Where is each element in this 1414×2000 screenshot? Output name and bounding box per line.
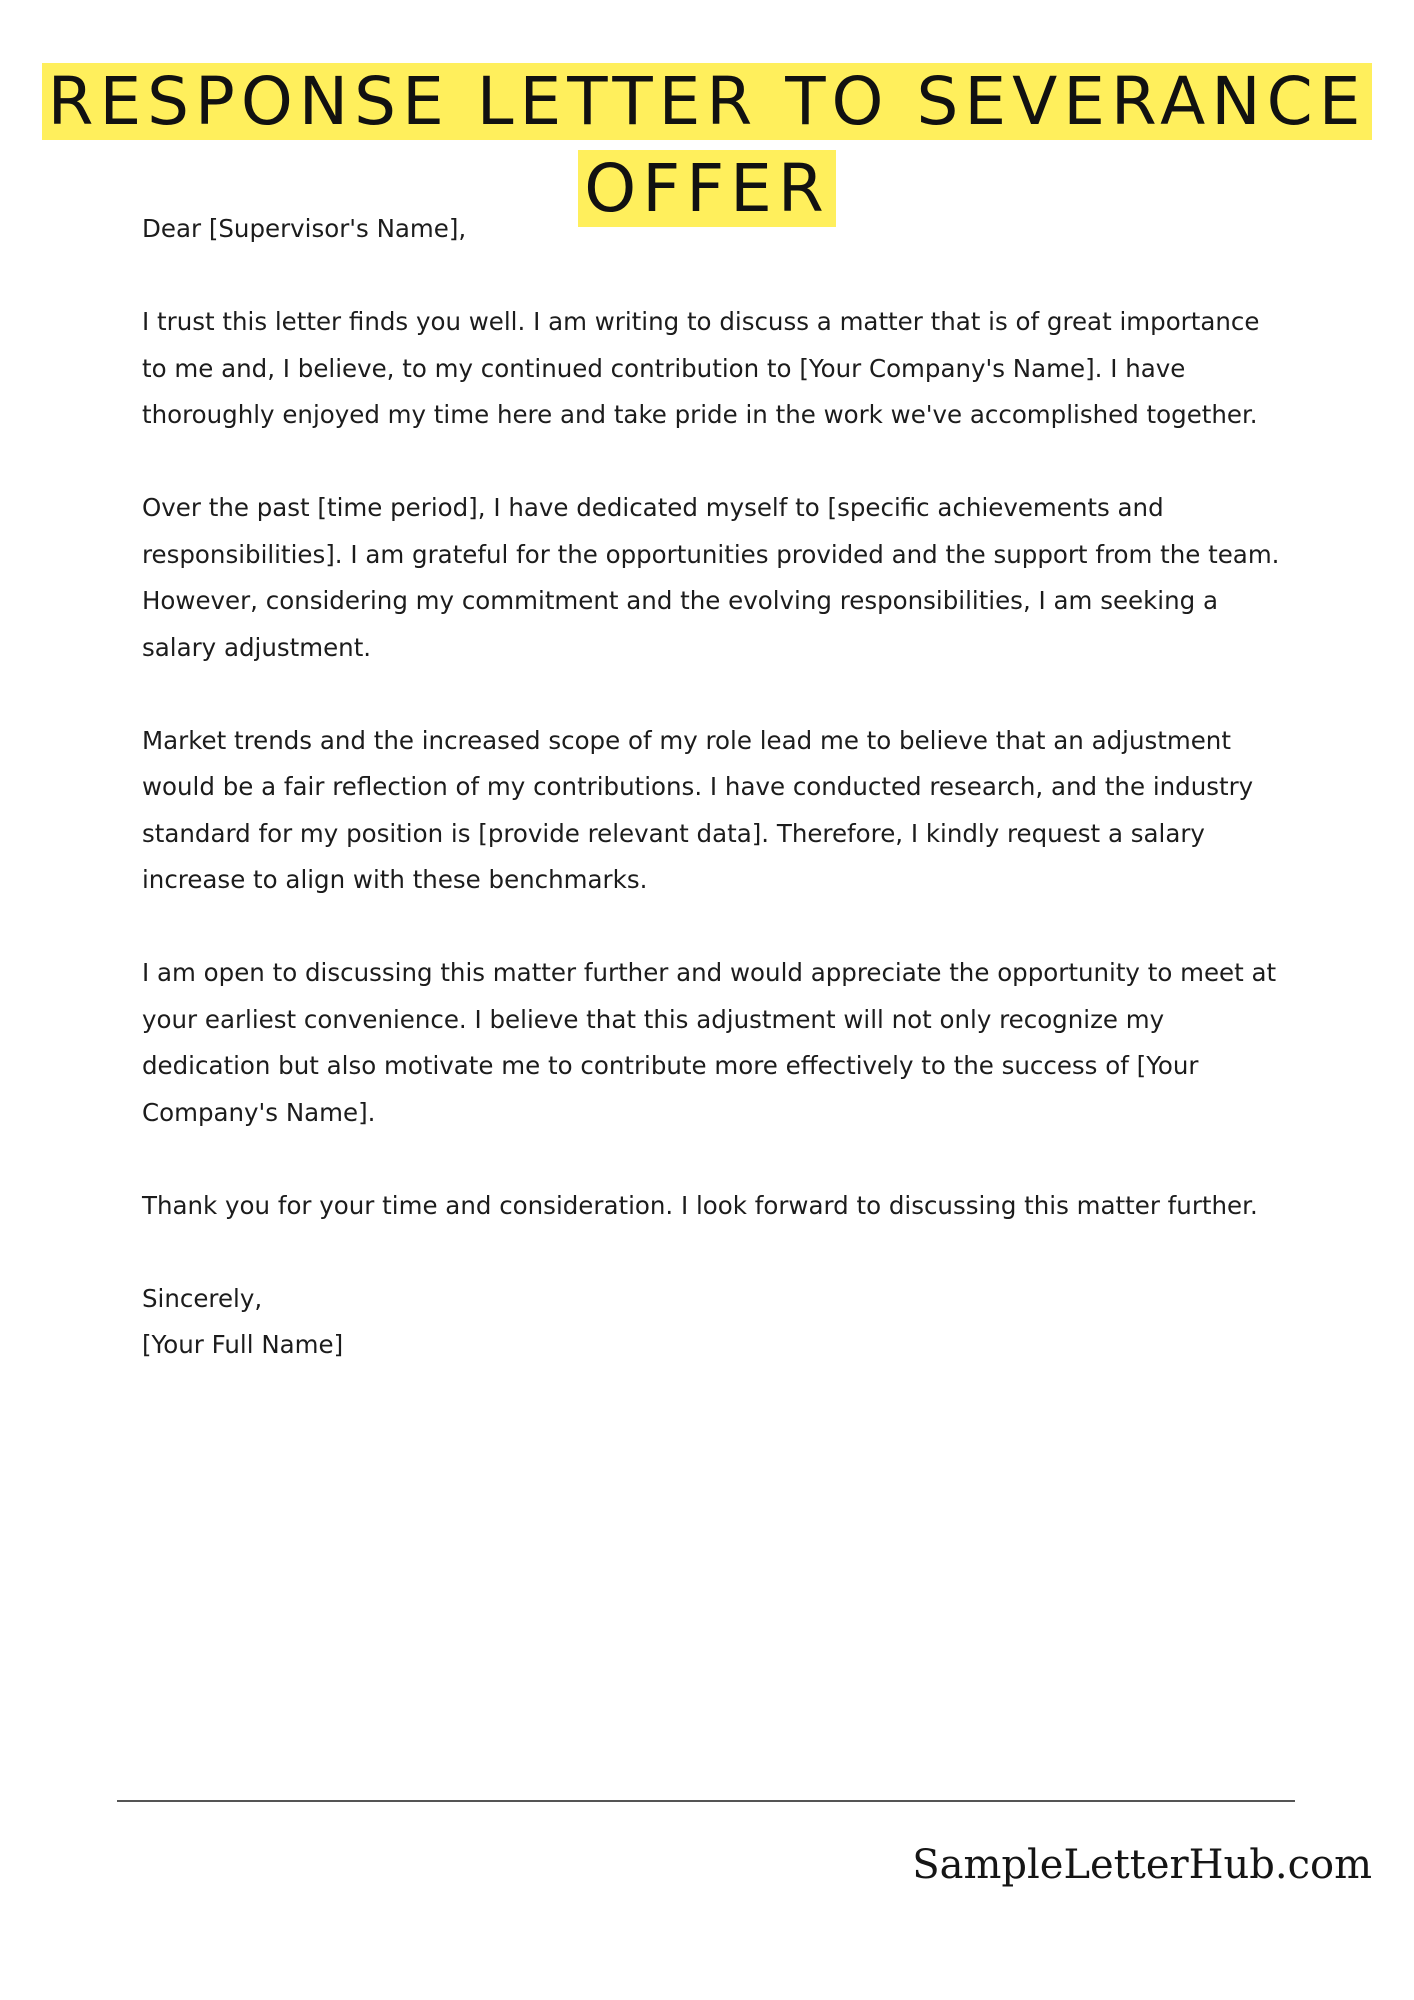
brand-logo-text: SampleLetterHub.com (912, 1842, 1372, 1888)
letter-signature: [Your Full Name] (142, 1330, 344, 1359)
letter-paragraph-4: I am open to discussing this matter further and would appreciate the opportunity to meet at your earliest convenience. I believe that this adjustment will not only recognize my dedication but also motivate me to contribute more effectively to the success of [Your Company's Name]. (142, 958, 1277, 1127)
letter-paragraph-2: Over the past [time period], I have dedicated myself to [specific achievements and responsibilities]. I am grateful for the opportunities provided and the support from the team. However, considering my commitment and the evolving responsibilities, I am seeking a salary adjustment. (142, 493, 1280, 662)
letter-greeting: Dear [Supervisor's Name], (142, 214, 467, 243)
letter-closing: Sincerely, (142, 1283, 263, 1313)
letter-paragraph-1: I trust this letter finds you well. I am writing to discuss a matter that is of great importance to me and, I believe, to my continued contribution to [Your Company's Name]. I have thoroughly enjoyed my time here and take pride in the work we've accomplished together. (142, 307, 1260, 429)
letter-paragraph-5: Thank you for your time and consideration. I look forward to discussing this matter further. (142, 1190, 1258, 1220)
letter-paragraph-3: Market trends and the increased scope of my role lead me to believe that an adjustment would be a fair reflection of my contributions. I have conducted research, and the industry standard for my position is [provide relevant data]. Therefore, I kindly request a salary increase to align with these benchmarks. (142, 725, 1254, 894)
letter-title-highlight: RESPONSE LETTER TO SEVERANCE OFFER (42, 63, 1373, 227)
letter-body (142, 206, 1282, 1369)
footer-divider (117, 1800, 1295, 1802)
